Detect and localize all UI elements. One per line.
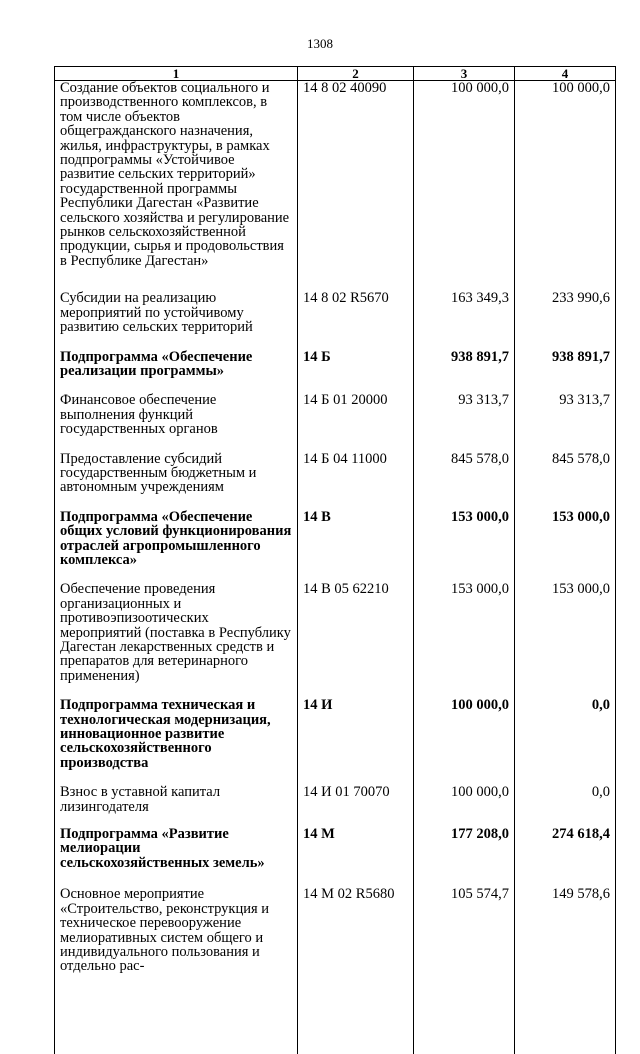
row-value-col3-cell: 93 313,7 — [414, 393, 515, 451]
table-row — [55, 582, 616, 698]
row-value-col3-cell: 163 349,3 — [414, 291, 515, 349]
table-row — [55, 81, 616, 292]
row-name-cell: Подпрограмма «Развитие мелиорации сельскохозяйственных земель» — [55, 827, 298, 887]
column-header-3: 3 — [414, 67, 515, 81]
row-value-col4-cell: 93 313,7 — [515, 393, 616, 451]
row-code-cell: 14 Б 01 20000 — [298, 393, 414, 451]
row-value-col4-cell: 153 000,0 — [515, 582, 616, 698]
row-name-cell: Взнос в уставной капитал лизингодателя — [55, 785, 298, 827]
row-value-col3-cell: 100 000,0 — [414, 698, 515, 785]
row-value-col3-cell: 105 574,7 — [414, 887, 515, 973]
filler-cell — [55, 974, 298, 1054]
row-name-cell: Предоставление субсидий государственным бюджетным и автономным учреждениям — [55, 452, 298, 510]
row-value-col4-cell: 149 578,6 — [515, 887, 616, 973]
row-value-col4-cell: 100 000,0 — [515, 81, 616, 292]
row-value-col4-cell: 0,0 — [515, 698, 616, 785]
table-row — [55, 785, 616, 827]
row-code-cell: 14 8 02 R5670 — [298, 291, 414, 349]
row-name-cell: Финансовое обеспечение выполнения функций государственных органов — [55, 393, 298, 451]
row-name-cell: Подпрограмма техническая и технологическая модернизация, инновационное развитие сельскохозяйственного производства — [55, 698, 298, 785]
table-row — [55, 698, 616, 785]
table-row — [55, 827, 616, 887]
row-value-col3-cell: 153 000,0 — [414, 510, 515, 583]
row-code-cell: 14 В — [298, 510, 414, 583]
column-header-1: 1 — [55, 67, 298, 81]
row-value-col3-cell: 100 000,0 — [414, 81, 515, 292]
row-name-cell: Создание объектов социального и производственного комплексов, в том числе объектов общегражданского назначения, жилья, инфраструктуры, в рамках подпрограммы «Устойчивое развитие сельских территорий» государственной программы Республики Дагестан «Развитие сельского хозяйства и регулирование рынков сельскохозяйственной продукции, сырья и продовольствия в Республике Дагестан» — [55, 81, 298, 292]
table-row — [55, 887, 616, 973]
row-value-col4-cell: 845 578,0 — [515, 452, 616, 510]
table-row — [55, 393, 616, 451]
row-value-col3-cell: 100 000,0 — [414, 785, 515, 827]
table-row — [55, 350, 616, 394]
column-header-4: 4 — [515, 67, 616, 81]
filler-cell — [298, 974, 414, 1054]
table-body — [55, 81, 616, 1054]
row-value-col3-cell: 153 000,0 — [414, 582, 515, 698]
table-row — [55, 452, 616, 510]
column-header-2: 2 — [298, 67, 414, 81]
filler-cell — [515, 974, 616, 1054]
row-value-col4-cell: 153 000,0 — [515, 510, 616, 583]
budget-table — [54, 66, 616, 1054]
filler-cell — [414, 974, 515, 1054]
table-header-row — [55, 67, 616, 81]
row-code-cell: 14 М — [298, 827, 414, 887]
row-value-col3-cell: 938 891,7 — [414, 350, 515, 394]
row-code-cell: 14 8 02 40090 — [298, 81, 414, 292]
row-value-col3-cell: 177 208,0 — [414, 827, 515, 887]
row-name-cell: Основное мероприятие «Строительство, реконструкция и техническое перевооружение мелиоративных систем общего и индивидуального пользования и отдельно рас- — [55, 887, 298, 973]
row-code-cell: 14 В 05 62210 — [298, 582, 414, 698]
table-row — [55, 291, 616, 349]
page-number: 1308 — [307, 36, 333, 51]
table-row — [55, 510, 616, 583]
row-code-cell: 14 Б — [298, 350, 414, 394]
row-value-col4-cell: 0,0 — [515, 785, 616, 827]
row-name-cell: Обеспечение проведения организационных и противоэпизоотических мероприятий (поставка в Республику Дагестан лекарственных средств и препаратов для ветеринарного применения) — [55, 582, 298, 698]
row-code-cell: 14 И — [298, 698, 414, 785]
row-code-cell: 14 И 01 70070 — [298, 785, 414, 827]
row-name-cell: Подпрограмма «Обеспечение общих условий функционирования отраслей агропромышленного комплекса» — [55, 510, 298, 583]
row-code-cell: 14 Б 04 11000 — [298, 452, 414, 510]
table-filler-row — [55, 974, 616, 1054]
row-value-col4-cell: 938 891,7 — [515, 350, 616, 394]
row-value-col3-cell: 845 578,0 — [414, 452, 515, 510]
row-name-cell: Подпрограмма «Обеспечение реализации программы» — [55, 350, 298, 394]
row-value-col4-cell: 274 618,4 — [515, 827, 616, 887]
row-name-cell: Субсидии на реализацию мероприятий по устойчивому развитию сельских территорий — [55, 291, 298, 349]
row-code-cell: 14 М 02 R5680 — [298, 887, 414, 973]
row-value-col4-cell: 233 990,6 — [515, 291, 616, 349]
